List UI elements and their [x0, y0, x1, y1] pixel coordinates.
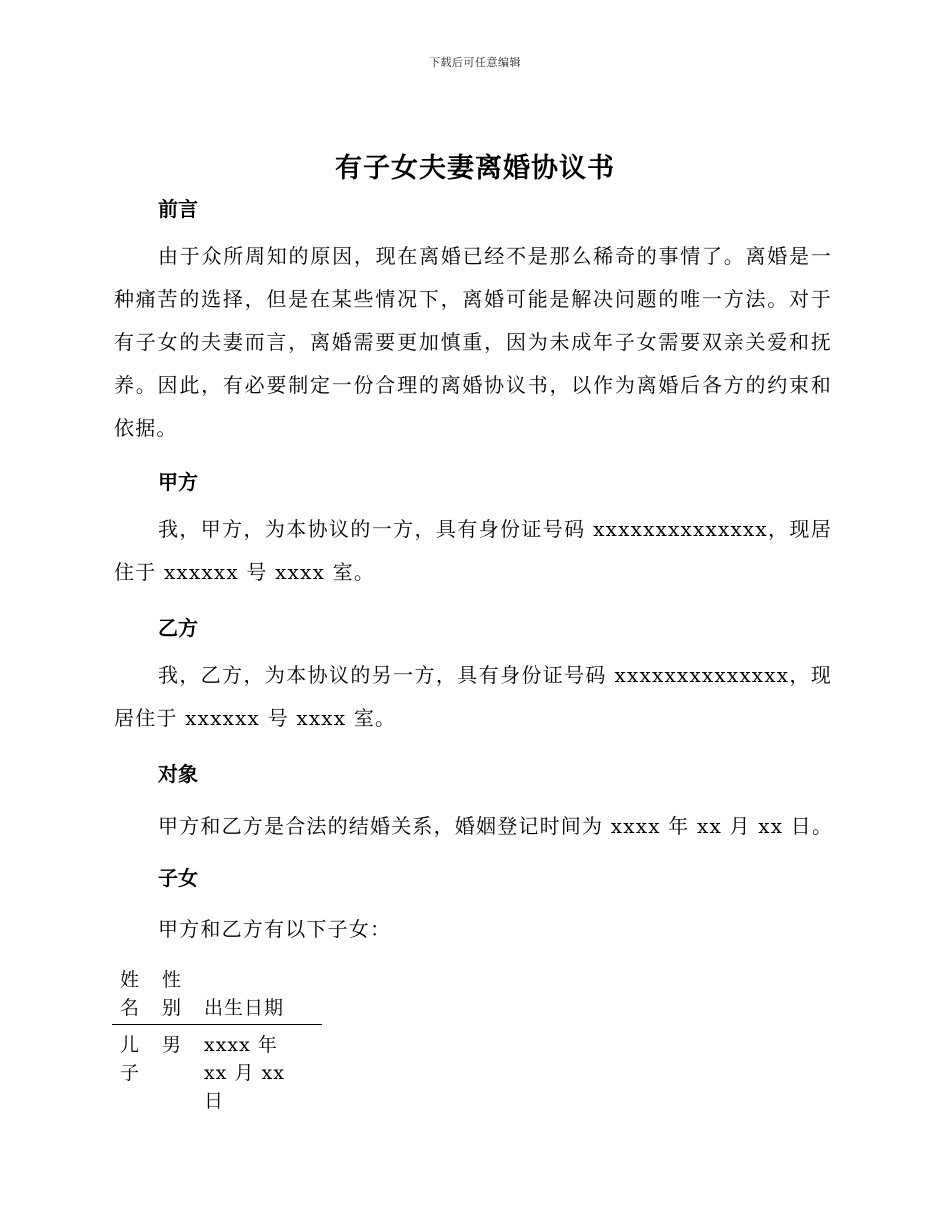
- section-text-party-a: 我，甲方，为本协议的一方，具有身份证号码 xxxxxxxxxxxxxx，现居住于 xxxxxx 号 xxxx 室。: [114, 517, 832, 584]
- section-text-party-b: 我，乙方，为本协议的另一方，具有身份证号码 xxxxxxxxxxxxxx，现居住于 xxxxxx 号 xxxx 室。: [114, 663, 832, 730]
- table-row: [112, 1025, 322, 1112]
- section-heading-party-b: 乙方: [158, 616, 198, 640]
- children-table: [112, 964, 322, 1112]
- cell-name: 儿子: [120, 1034, 141, 1084]
- header-gender: 性别: [162, 969, 183, 1019]
- section-heading-object: 对象: [158, 762, 198, 786]
- section-text-object: 甲方和乙方是合法的结婚关系，婚姻登记时间为 xxxx 年 xx 月 xx 日。: [158, 814, 834, 838]
- children-table-header: [112, 964, 322, 1025]
- cell-birthdate: xxxx 年 xx 月 xx 日: [204, 1034, 285, 1112]
- document-title: 有子女夫妻离婚协议书: [335, 153, 615, 184]
- header-note: 下载后可任意编辑: [429, 56, 521, 69]
- section-heading-party-a: 甲方: [158, 470, 198, 494]
- header-name: 姓名: [120, 969, 141, 1019]
- section-heading-preface: 前言: [158, 197, 198, 221]
- section-heading-children: 子女: [158, 866, 198, 890]
- cell-gender: 男: [162, 1034, 183, 1056]
- section-text-children: 甲方和乙方有以下子女：: [158, 917, 392, 941]
- section-text-preface: 由于众所周知的原因，现在离婚已经不是那么稀奇的事情了。离婚是一种痛苦的选择，但是在某些情况下，离婚可能是解决问题的唯一方法。对于有子女的夫妻而言，离婚需要更加慎重，因为未成年子女需要双亲关爱和抚养。因此，有必要制定一份合理的离婚协议书，以作为离婚后各方的约束和依据。: [114, 244, 832, 440]
- header-birthdate: 出生日期: [204, 997, 285, 1019]
